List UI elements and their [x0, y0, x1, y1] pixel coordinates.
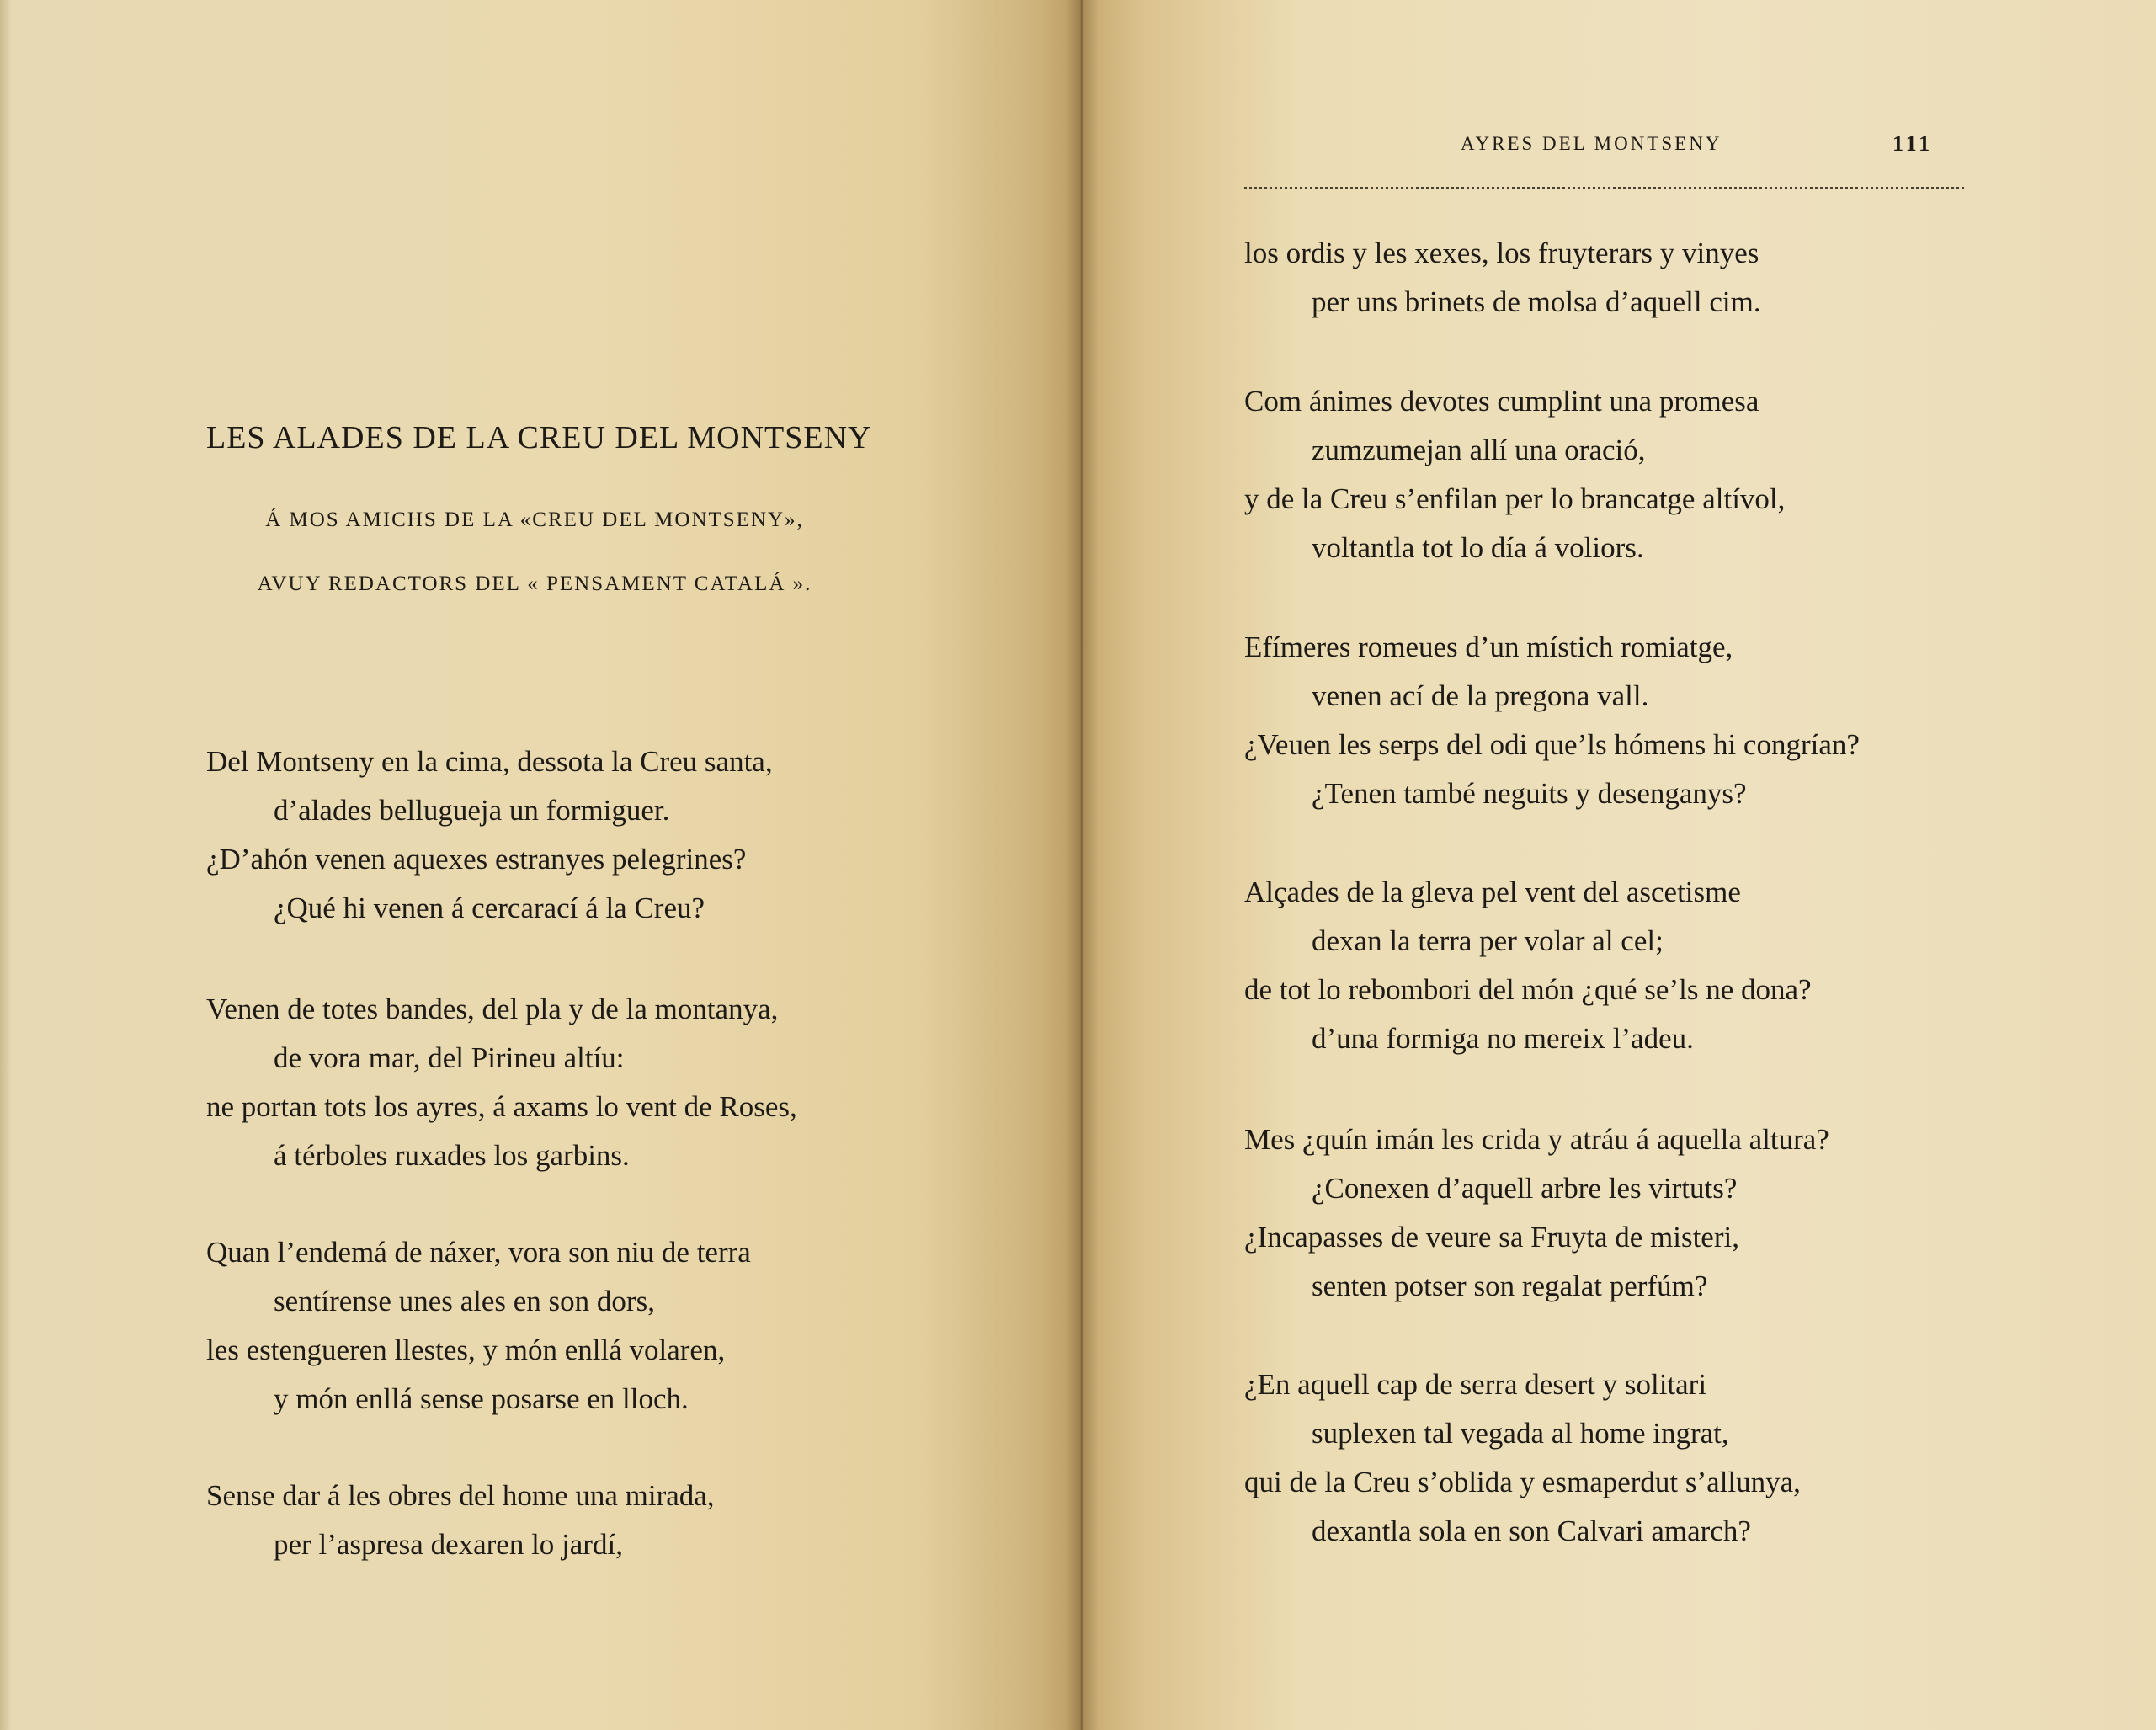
- left-stanza-4: [206, 1472, 715, 1569]
- verse-line: ¿Qué hi venen á cercarací á la Creu?: [274, 892, 705, 924]
- dotted-rule: [1244, 187, 1964, 189]
- verse-line: venen ací de la pregona vall.: [1312, 679, 1649, 712]
- verse-line: de vora mar, del Pirineu altíu:: [274, 1041, 625, 1074]
- verse-line: de tot lo rebombori del món ¿qué se’ls ne dona?: [1244, 973, 1812, 1006]
- verse-line: d’una formiga no mereix l’adeu.: [1312, 1022, 1694, 1055]
- running-head: AYRES DEL MONTSENY: [1461, 133, 1722, 154]
- poem-title: LES ALADES DE LA CREU DEL MONTSENY: [206, 420, 872, 455]
- page-number: 111: [1892, 131, 1934, 156]
- verse-line: sentírense unes ales en son dors,: [274, 1285, 655, 1317]
- verse-line: suplexen tal vegada al home ingrat,: [1312, 1417, 1729, 1450]
- verse-line: ¿Veuen les serps del odi que’ls hómens hi congrían?: [1244, 728, 1860, 761]
- verse-line: á térboles ruxades los garbins.: [274, 1139, 630, 1172]
- right-stanza-3: [1244, 623, 1860, 818]
- verse-line: ¿D’ahón venen aquexes estranyes pelegrines?: [206, 843, 747, 876]
- verse-line: zumzumejan allí una oració,: [1312, 434, 1646, 466]
- verse-line: Quan l’endemá de náxer, vora son niu de terra: [206, 1236, 751, 1269]
- verse-line: Venen de totes bandes, del pla y de la montanya,: [206, 993, 779, 1025]
- verse-line: los ordis y les xexes, los fruyterars y vinyes: [1244, 237, 1759, 269]
- verse-line: y món enllá sense posarse en lloch.: [274, 1382, 689, 1415]
- dedication-line-2: AVUY REDACTORS DEL « PENSAMENT CATALÁ ».: [257, 572, 812, 595]
- verse-line: Alçades de la gleva pel vent del ascetisme: [1244, 876, 1741, 908]
- verse-line: Mes ¿quín imán les crida y atráu á aquella altura?: [1244, 1123, 1829, 1156]
- verse-line: ¿En aquell cap de serra desert y solitari: [1244, 1368, 1707, 1401]
- right-stanza-2: [1244, 377, 1785, 572]
- right-stanza-6: [1244, 1360, 1801, 1556]
- book-gutter: [1065, 0, 1099, 1730]
- right-stanza-1: [1244, 229, 1761, 327]
- verse-line: ne portan tots los ayres, á axams lo vent de Roses,: [206, 1090, 797, 1123]
- verse-line: Com ánimes devotes cumplint una promesa: [1244, 385, 1759, 418]
- verse-line: ¿Tenen també neguits y desenganys?: [1312, 777, 1747, 810]
- verse-line: senten potser son regalat perfúm?: [1312, 1270, 1708, 1302]
- verse-line: dexantla sola en son Calvari amarch?: [1312, 1514, 1751, 1547]
- verse-line: d’alades bellugueja un formiguer.: [274, 794, 670, 827]
- verse-line: y de la Creu s’enfilan per lo brancatge altívol,: [1244, 482, 1786, 515]
- verse-line: ¿Incapasses de veure sa Fruyta de misteri,: [1244, 1221, 1739, 1254]
- verse-line: les estengueren llestes, y món enllá volaren,: [206, 1333, 726, 1366]
- verse-line: Sense dar á les obres del home una mirada,: [206, 1479, 715, 1512]
- dedication-line-1: Á MOS AMICHS DE LA «CREU DEL MONTSENY»,: [265, 508, 804, 531]
- verse-line: voltantla tot lo día á voliors.: [1312, 531, 1644, 564]
- verse-line: ¿Conexen d’aquell arbre les virtuts?: [1312, 1172, 1738, 1205]
- verse-line: Del Montseny en la cima, dessota la Creu santa,: [206, 745, 773, 778]
- verse-line: qui de la Creu s’oblida y esmaperdut s’allunya,: [1244, 1466, 1801, 1498]
- verse-line: dexan la terra per volar al cel;: [1312, 924, 1664, 957]
- verse-line: per l’aspresa dexaren lo jardí,: [274, 1528, 623, 1561]
- right-stanza-5: [1244, 1115, 1829, 1311]
- verse-line: Efímeres romeues d’un místich romiatge,: [1244, 631, 1733, 663]
- left-stanza-2: [206, 985, 797, 1180]
- verse-line: per uns brinets de molsa d’aquell cim.: [1312, 285, 1761, 318]
- page-edge-shadow: [0, 0, 12, 1730]
- left-stanza-1: [206, 737, 773, 933]
- left-stanza-3: [206, 1228, 751, 1424]
- right-stanza-4: [1244, 868, 1812, 1063]
